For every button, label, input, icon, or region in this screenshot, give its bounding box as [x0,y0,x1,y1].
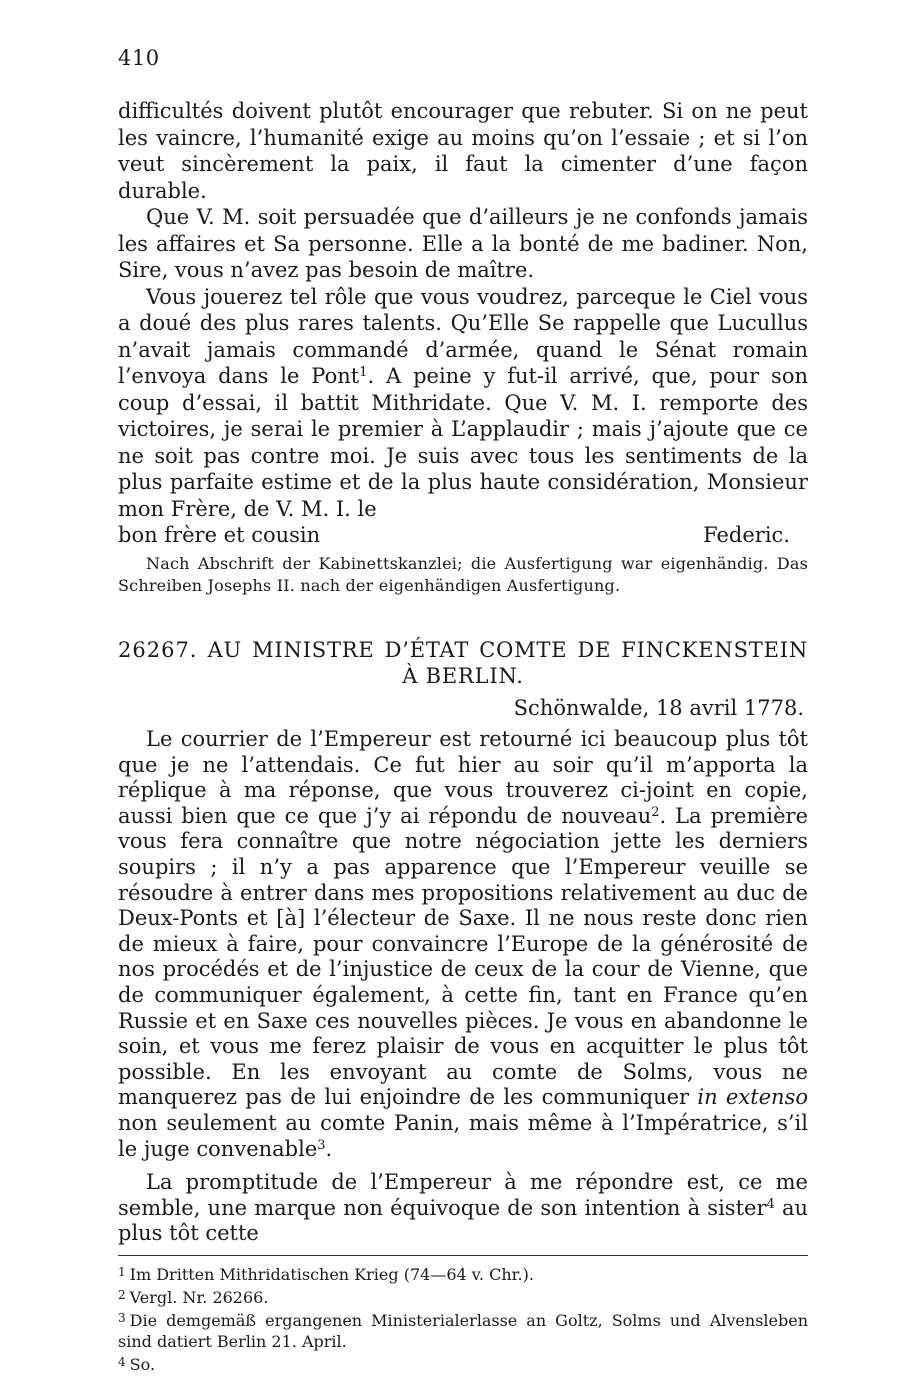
main-paragraph-1-part-b: . La première vous fera connaître que notre négociation jette les derniers soupirs ; il n’y a pas apparence que l’Empereur veuille se résoudre à entrer dans mes propositions relativement au duc de Deux-Ponts et [à] l’électeur de Saxe. Il ne nous reste donc rien de mieux à faire, pour convaincre l’Europe de la générosité de nos procédés et de l’injustice de ceux de la cour de Vienne, que de communiquer également, à cette fin, tant en France qu’en Russie et en Saxe ces nouvelles pièces. Je vous en abandonne le soin, et vous me ferez plaisir de vous en acquitter le plus tôt possible. En les envoyant au comte de Solms, vous ne manquerez pas de lui enjoindre de les communiquer [118,803,808,1110]
letter-paragraph-1: difficultés doivent plutôt encourager que rebuter. Si on ne peut les vaincre, l’humanité exige au moins qu’on l’essaie ; et si l’on veut sincèrement la paix, il faut la cimenter d’une façon durable. [118,99,808,203]
main-paragraph-1-part-a: Le courrier de l’Empereur est retourné ici beaucoup plus tôt que je ne l’attendais. Ce fut hier au soir qu’il m’apporta la réplique à ma réponse, que vous trouverez ci-joint en copie, aussi bien que ce que j’y ai répondu de nouveau [118,727,808,828]
section-title-line-1: AU MINISTRE D’ÉTAT COMTE DE FINCKENSTEIN [207,637,808,662]
section-title-line-2: À BERLIN. [402,663,524,688]
letter-paragraph-3-part-1: Vous jouerez tel rôle que vous voudrez, parceque le Ciel vous a doué des plus rares talents. Qu’Elle Se rappelle que Lucullus n’avait jamais commandé d’armée, quand le Sénat romain l’envoya dans le Pont [118,284,808,388]
letter-paragraph-3-part-2: . A peine y fut-il arrivé, que, pour son coup d’essai, il battit Mithridate. Que V. M. I. remporte des victoires, je serai le premier à L’applaudir ; mais j’ajoute que ce ne soit pas contre moi. Je suis avec tous les sentiments de la plus parfaite estime et de la plus haute considération, Monsieur mon Frère, de V. M. I. le [118,364,808,521]
footnote-text: Im Dritten Mithridatischen Krieg (74—64 v. Chr.). [129,1264,534,1284]
footnote-ref-1: 1 [359,365,368,380]
footnote-mark: 1 [118,1264,126,1279]
main-paragraph-2-part-b: au plus tôt cette [118,1195,808,1246]
footnote-text: Vergl. Nr. 26266. [129,1287,269,1307]
footnote-ref-2: 2 [651,804,660,820]
letter-paragraph-3 [118,284,808,523]
footnote-text: So. [129,1354,156,1374]
footnote-1 [118,1262,808,1285]
footnote-2 [118,1285,808,1308]
footnote-mark: 3 [118,1310,126,1325]
footnote-divider [118,1255,808,1256]
heading-line-1 [118,637,808,663]
dateline: Schönwalde, 18 avril 1778. [513,695,804,720]
footnotes [118,1262,808,1375]
main-letter [118,727,808,1247]
closing-formula: bon frère et cousin [118,523,321,547]
footnote-mark: 2 [118,1287,126,1302]
section-number: 26267. [118,637,198,662]
page-number: 410 [118,46,160,70]
main-paragraph-2 [118,1170,808,1247]
italic-phrase: in extenso [697,1085,809,1110]
footnote-ref-4: 4 [766,1196,775,1212]
body-text [118,98,808,1375]
letter-paragraph-2: Que V. M. soit persuadée que d’ailleurs je ne confonds jamais les affaires et Sa personne. Elle a la bonté de me badiner. Non, Sire, vous n’avez pas besoin de maître. [118,205,808,282]
footnote-4 [118,1352,808,1375]
section-heading [118,637,808,689]
footnote-text: Die demgemäß ergangenen Ministerialerlasse an Goltz, Solms und Alvensleben sind datiert Berlin 21. April. [118,1310,808,1351]
main-paragraph-1-part-c: non seulement au comte Panin, mais même à l’Impératrice, s’il le juge convenable [118,1110,808,1161]
main-paragraph-1 [118,727,808,1162]
footnote-3 [118,1308,808,1352]
footnote-ref-3: 3 [317,1137,326,1153]
signature: Federic. [703,523,790,547]
closing-line [118,522,808,549]
main-paragraph-2-part-a: La promptitude de l’Empereur à me répondre est, ce me semble, une marque non équivoque de son intention à sister [118,1170,808,1220]
main-paragraph-1-part-d: . [325,1136,333,1161]
footnote-mark: 4 [118,1354,126,1369]
source-note: Nach Abschrift der Kabinettskanzlei; die Ausfertigung war eigenhändig. Das Schreiben Josephs II. nach der eigenhändigen Ausfertigung. [118,553,808,595]
